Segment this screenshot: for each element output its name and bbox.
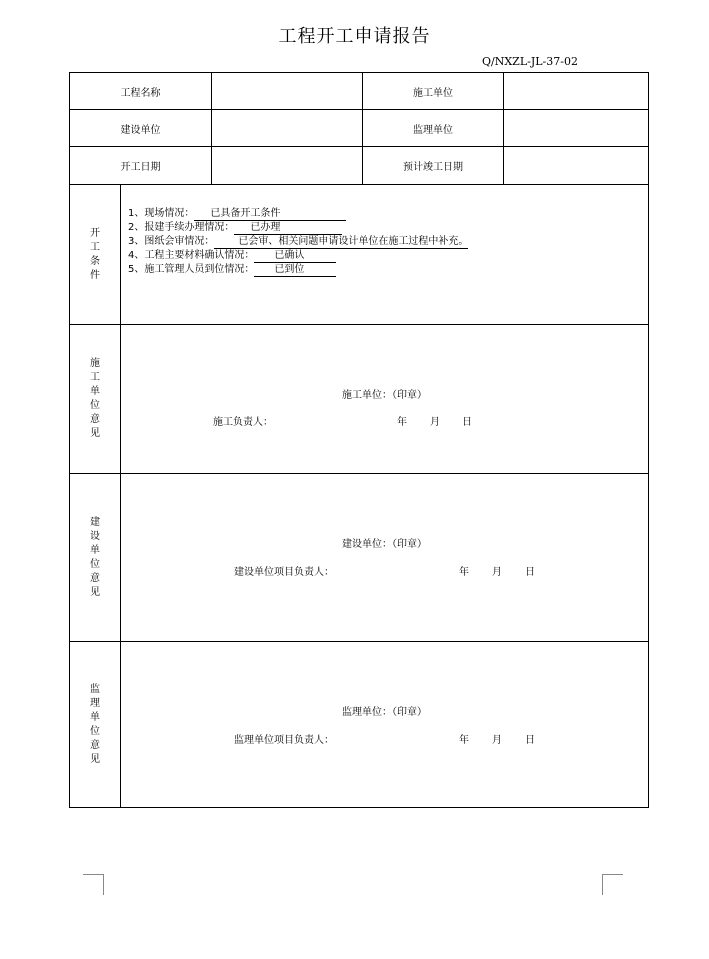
supervision-project-leader: 监理单位项目负责人：	[234, 735, 334, 746]
construction-unit-field[interactable]	[504, 73, 649, 110]
condition-value: 已具备开工条件	[194, 208, 346, 221]
margin-corner-mark-left	[83, 874, 104, 895]
condition-prefix: 3、图纸会审情况：	[128, 236, 215, 247]
condition-prefix: 4、工程主要材料确认情况：	[128, 250, 255, 261]
info-row	[70, 110, 649, 147]
opinion-month: 月	[492, 735, 502, 746]
margin-corner-mark-right	[602, 874, 623, 895]
project-name-field[interactable]	[212, 73, 363, 110]
construction-person-in-charge: 施工负责人：	[213, 417, 273, 428]
supervision-opinion-content	[121, 642, 649, 808]
opinion-row	[70, 474, 649, 642]
expected-completion-field[interactable]	[504, 147, 649, 185]
opinion-row	[70, 325, 649, 474]
expected-completion-label: 预计竣工日期	[363, 147, 504, 185]
condition-item	[128, 263, 468, 277]
project-name-label: 工程名称	[70, 73, 212, 110]
opinion-day: 日	[525, 567, 535, 578]
client-project-leader: 建设单位项目负责人：	[234, 567, 334, 578]
supervision-unit-field[interactable]	[504, 110, 649, 147]
condition-item	[128, 249, 468, 263]
opinion-year: 年	[459, 735, 469, 746]
condition-prefix: 1、现场情况：	[128, 208, 195, 219]
client-unit-label: 建设单位	[70, 110, 212, 147]
start-date-field[interactable]	[212, 147, 363, 185]
construction-unit-label: 施工单位	[363, 73, 504, 110]
condition-value: 已办理	[234, 222, 342, 235]
condition-item	[128, 235, 468, 249]
client-unit-seal: 建设单位：（印章）	[342, 539, 427, 550]
form-code: Q/NXZL-JL-37-02	[482, 55, 578, 68]
construction-unit-seal: 施工单位：（印章）	[342, 390, 427, 401]
opinion-day: 日	[525, 735, 535, 746]
condition-value: 已确认	[254, 250, 336, 263]
opinion-row	[70, 642, 649, 808]
opinion-month: 月	[492, 567, 502, 578]
condition-prefix: 2、报建手续办理情况：	[128, 222, 235, 233]
info-row	[70, 147, 649, 185]
opinion-day: 日	[462, 417, 472, 428]
start-date-label: 开工日期	[70, 147, 212, 185]
condition-prefix: 5、施工管理人员到位情况：	[128, 264, 255, 275]
opinion-year: 年	[397, 417, 407, 428]
application-form-table	[69, 72, 649, 808]
opinion-month: 月	[430, 417, 440, 428]
client-opinion-label: 建设单位意见	[90, 516, 100, 598]
conditions-content	[121, 185, 649, 325]
condition-value: 已到位	[254, 264, 336, 277]
condition-item	[128, 221, 468, 235]
opinion-year: 年	[459, 567, 469, 578]
client-opinion-label-cell	[70, 474, 121, 642]
info-row	[70, 73, 649, 110]
construction-opinion-content	[121, 325, 649, 474]
condition-value: 已会审、相关问题申请设计单位在施工过程中补充。	[214, 236, 468, 249]
supervision-opinion-label-cell	[70, 642, 121, 808]
conditions-label-cell	[70, 185, 121, 325]
supervision-opinion-label: 监理单位意见	[90, 683, 100, 765]
construction-opinion-label-cell	[70, 325, 121, 474]
document-title: 工程开工申请报告	[278, 26, 431, 47]
condition-item	[128, 207, 468, 221]
client-opinion-content	[121, 474, 649, 642]
conditions-list	[128, 207, 468, 277]
conditions-row	[70, 185, 649, 325]
construction-opinion-label: 施工单位意见	[90, 358, 100, 439]
supervision-unit-label: 监理单位	[363, 110, 504, 147]
client-unit-field[interactable]	[212, 110, 363, 147]
conditions-label: 开工条件	[90, 227, 100, 281]
supervision-unit-seal: 监理单位：（印章）	[342, 707, 427, 718]
